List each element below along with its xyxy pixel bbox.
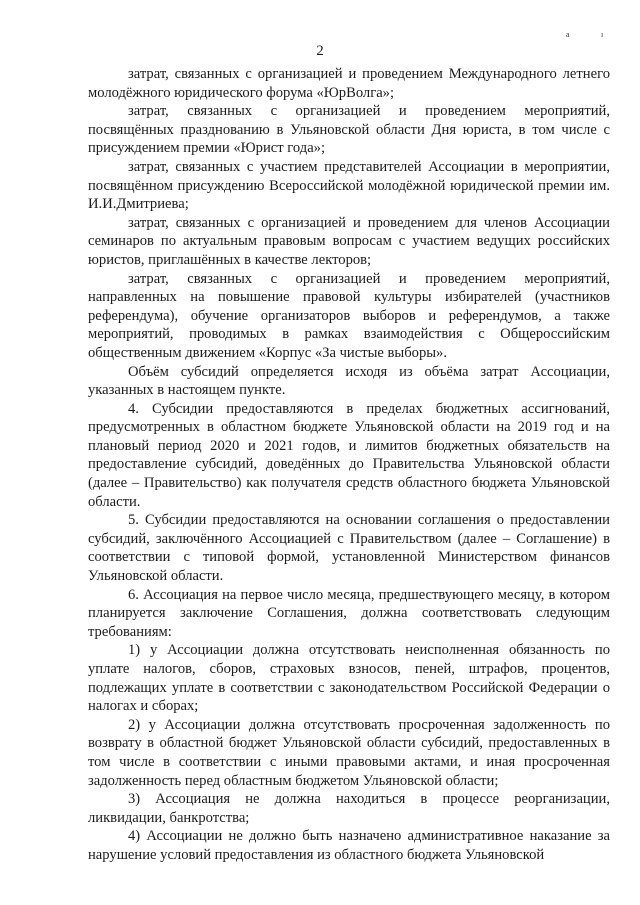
paragraph-expense-lawyer-day: затрат, связанных с организацией и проведением мероприятий, посвящённых празднованию в Ульяновской области Дня юриста, в том числе с присуждением премии «Юрист года»; [88,103,610,157]
paragraph-requirement-4: 4) Ассоциации не должно быть назначено административное наказание за нарушение условий предоставления из областного бюджета Ульяновской [88,828,610,863]
paragraph-requirement-3: 3) Ассоциация не должна находиться в процессе реорганизации, ликвидации, банкротства; [88,791,610,826]
paragraph-subsidy-volume: Объём субсидий определяется исходя из объёма затрат Ассоциации, указанных в настоящем пункте. [88,363,610,399]
paragraph-requirement-1: 1) у Ассоциации должна отсутствовать неисполненная обязанность по уплате налогов, сборов, страховых взносов, пеней, штрафов, процентов, подлежащих уплате в соответствии с законодательством Российской Федерации о налогах и сборах; [88,642,610,715]
paragraph-expense-seminars: затрат, связанных с организацией и проведением для членов Ассоциации семинаров по актуальным правовым вопросам с участием ведущих российских юристов, приглашённых в качестве лекторов; [88,214,610,268]
paragraph-item-6: 6. Ассоциация на первое число месяца, предшествующего месяцу, в котором планируется заключение Соглашения, должна соответствовать следующим требованиям: [88,586,610,640]
scan-mark: ı [601,30,604,39]
paragraph-requirement-2: 2) у Ассоциации должна отсутствовать просроченная задолженность по возврату в областной бюджет Ульяновской области субсидий, предоставленных в том числе в соответствии с иными правовыми актами, и иная просроченная задолженность перед областным бюджетом Ульяновской области; [88,716,610,789]
scan-mark: a [566,30,570,39]
paragraph-expense-yurvolga-forum: затрат, связанных с организацией и проведением Международного летнего молодёжного юридического форума «ЮрВолга»; [88,66,610,101]
paragraph-item-5: 5. Субсидии предоставляются на основании соглашения о предоставлении субсидий, заключённого Ассоциацией с Правительством (далее – Соглашение) в соответствии с типовой формой, установленной Министерством финансов Ульяновской области. [88,512,610,585]
page-number: 2 [316,43,324,59]
paragraph-item-4: 4. Субсидии предоставляются в пределах бюджетных ассигнований, предусмотренных в областном бюджете Ульяновской области на 2019 год и на плановый период 2020 и 2021 годов, и лимитов бюджетных обязательств на предоставление субсидий, доведённых до Правительства Ульяновской области (далее – Правительство) как получателя средств областного бюджета Ульяновской области. [88,400,610,510]
document-body [88,65,610,865]
paragraph-expense-dmitriev-prize: затрат, связанных с участием представителей Ассоциации в мероприятии, посвящённом присуждению Всероссийской молодёжной юридической премии им. И.И.Дмитриева; [88,158,610,213]
paragraph-expense-legal-culture: затрат, связанных с организацией и проведением мероприятий, направленных на повышение правовой культуры избирателей (участников референдума), обучение организаторов выборов и референдумов, а также мероприятий, проводимых в рамках взаимодействия с Общероссийским общественным движением «Корпус «За чистые выборы». [88,270,610,361]
